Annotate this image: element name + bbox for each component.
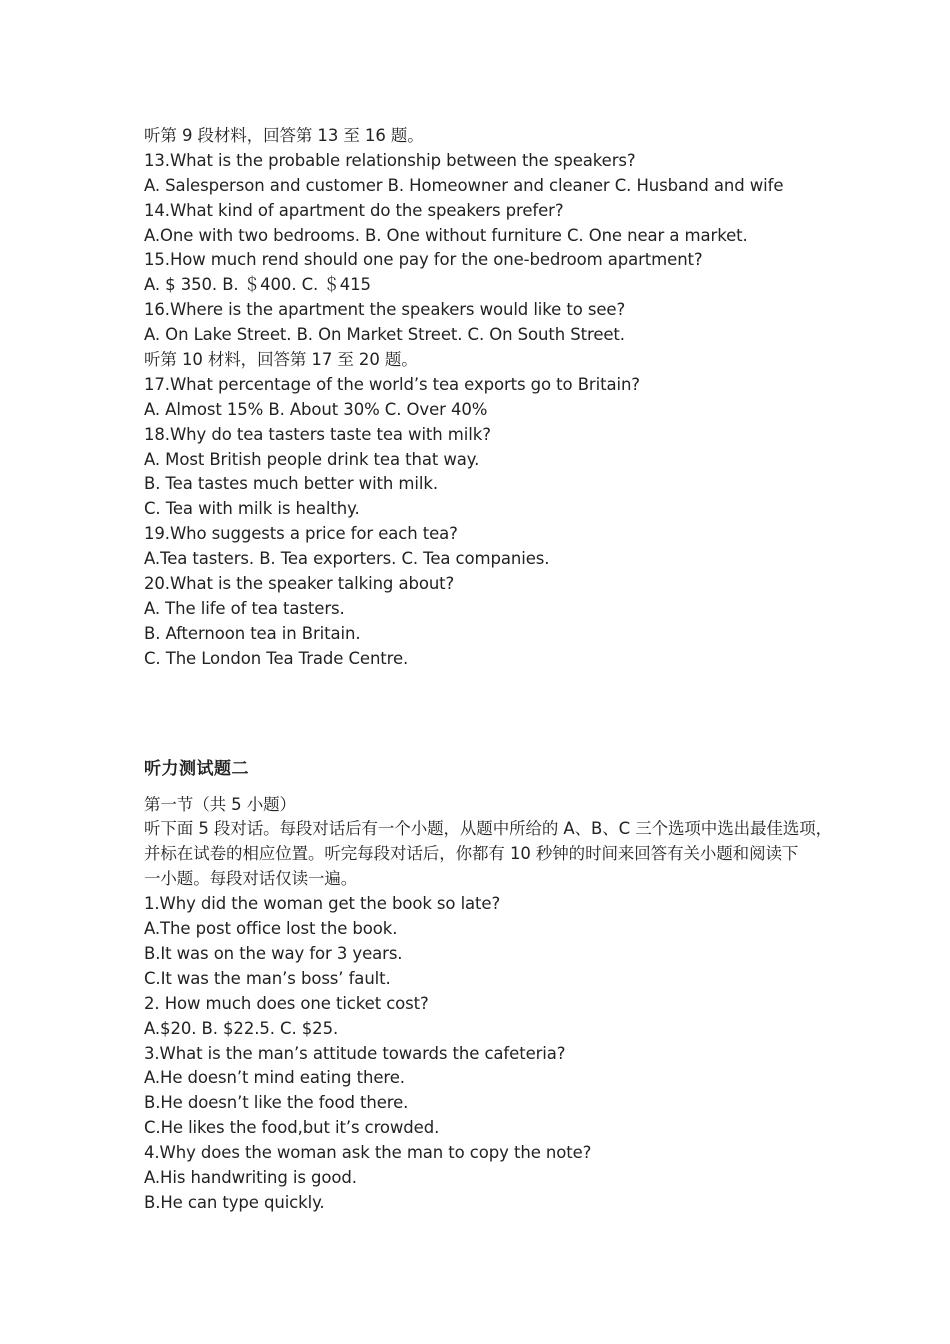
option-18-a: A. Most British people drink tea that way. — [144, 449, 480, 469]
option-1-b: B.It was on the way for 3 years. — [144, 943, 403, 963]
option-3-c: C.He likes the food,but it’s crowded. — [144, 1118, 440, 1138]
question-13: 13.What is the probable relationship between the speakers? — [144, 150, 636, 170]
instruction-text: 听第 10 材料，回答第 17 至 20 题。 — [144, 350, 418, 370]
section-subtitle: 第一节（共 5 小题） — [144, 794, 296, 814]
option-20-b: B. Afternoon tea in Britain. — [144, 623, 361, 643]
question-15: 15.How much rend should one pay for the one-bedroom apartment? — [144, 250, 703, 270]
question-1: 1.Why did the woman get the book so late? — [144, 894, 501, 914]
option-1-c: C.It was the man’s boss’ fault. — [144, 968, 391, 988]
option-4-b: B.He can type quickly. — [144, 1192, 325, 1212]
section-part1 — [144, 124, 824, 672]
option-1-a: A.The post office lost the book. — [144, 919, 398, 939]
question-2: 2. How much does one ticket cost? — [144, 993, 429, 1013]
options-19: A.Tea tasters. B. Tea exporters. C. Tea companies. — [144, 549, 550, 569]
instruction-text: 一小题。每段对话仅读一遍。 — [144, 869, 358, 889]
instruction-text: 听第 9 段材料，回答第 13 至 16 题。 — [144, 126, 424, 145]
option-18-c: C. Tea with milk is healthy. — [144, 499, 360, 519]
question-19: 19.Who suggests a price for each tea? — [144, 524, 458, 544]
question-17: 17.What percentage of the world’s tea exports go to Britain? — [144, 374, 640, 394]
options-15: A. $ 350. B. ＄400. C. ＄415 — [144, 275, 371, 295]
options-13: A. Salesperson and customer B. Homeowner and cleaner C. Husband and wife — [144, 175, 784, 195]
options-2: A.$20. B. $22.5. C. $25. — [144, 1018, 339, 1038]
option-3-b: B.He doesn’t like the food there. — [144, 1093, 409, 1113]
question-18: 18.Why do tea tasters taste tea with milk? — [144, 424, 491, 444]
question-20: 20.What is the speaker talking about? — [144, 574, 455, 594]
instruction-text: 听下面 5 段对话。每段对话后有一个小题，从题中所给的 A、B、C 三个选项中选出最佳选项， — [144, 819, 833, 839]
option-4-a: A.His handwriting is good. — [144, 1167, 357, 1187]
section-heading: 听力测试题二 — [144, 758, 249, 779]
options-14: A.One with two bedrooms. B. One without furniture C. One near a market. — [144, 225, 748, 245]
section-spacer — [144, 672, 824, 756]
options-16: A. On Lake Street. B. On Market Street. C. On South Street. — [144, 325, 625, 345]
question-16: 16.Where is the apartment the speakers would like to see? — [144, 300, 626, 320]
question-3: 3.What is the man’s attitude towards the cafeteria? — [144, 1043, 566, 1063]
option-20-c: C. The London Tea Trade Centre. — [144, 648, 409, 668]
question-4: 4.Why does the woman ask the man to copy the note? — [144, 1143, 592, 1163]
instruction-text: 并标在试卷的相应位置。听完每段对话后，你都有 10 秒钟的时间来回答有关小题和阅读下 — [144, 844, 799, 864]
options-17: A. Almost 15% B. About 30% C. Over 40% — [144, 399, 488, 419]
question-14: 14.What kind of apartment do the speakers prefer? — [144, 200, 564, 220]
option-3-a: A.He doesn’t mind eating there. — [144, 1068, 405, 1088]
option-18-b: B. Tea tastes much better with milk. — [144, 474, 438, 494]
document-page — [144, 124, 833, 1216]
option-20-a: A. The life of tea tasters. — [144, 598, 345, 618]
section-part2 — [144, 756, 833, 1216]
